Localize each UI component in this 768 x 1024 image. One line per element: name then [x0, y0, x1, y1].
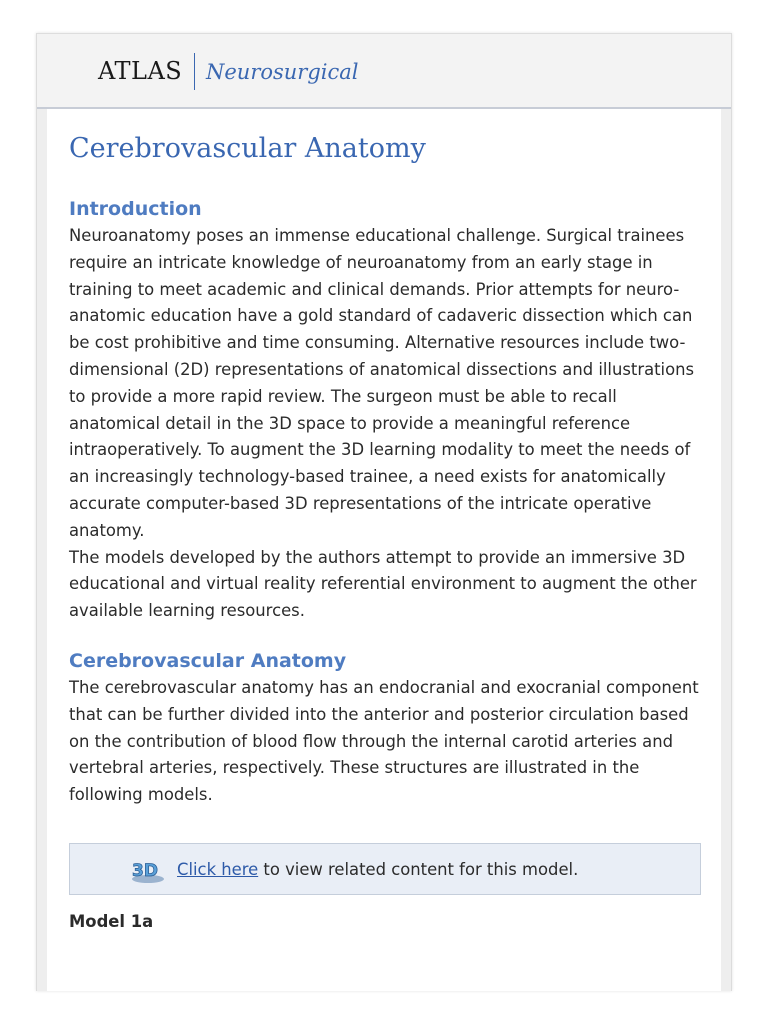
click-here-link[interactable]: Click here [177, 859, 259, 879]
section-heading-cerebrovascular: Cerebrovascular Anatomy [69, 649, 347, 672]
left-margin-rail [37, 109, 47, 991]
intro-paragraph-2: The models developed by the authors attempt to provide an immersive 3D educational and virtual reality referential environment to augment the other available learning resources. [69, 547, 697, 621]
logo-atlas[interactable]: ATLAS [98, 57, 183, 85]
logo-divider [194, 53, 195, 90]
intro-paragraph-1: Neuroanatomy poses an immense educational challenge. Surgical trainees require an intricate knowledge of neuroanatomy from an early stage in training to meet academic and clinical demands. Prior attempts for neuro-anatomic education have a gold standard of cadaveric dissection which can be cost prohibitive and time consuming. Alternative resources include two-dimensional (2D) representations of anatomical dissections and illustrations to provide a more rapid review. The surgeon must be able to recall anatomical detail in the 3D space to provide a meaningful reference intraoperatively. To augment the 3D learning modality to meet the needs of an increasingly technology-based trainee, a need exists for anatomically accurate computer-based 3D representations of the intricate operative anatomy. [69, 226, 695, 540]
page-frame [36, 33, 732, 991]
logo-neurosurgical[interactable]: Neurosurgical [206, 60, 359, 84]
related-content-callout [69, 843, 701, 895]
callout-description: to view related content for this model. [258, 859, 579, 879]
article-content [69, 129, 701, 935]
3d-model-icon[interactable] [130, 856, 166, 884]
page-title: Cerebrovascular Anatomy [69, 133, 426, 164]
site-header [37, 33, 731, 109]
section-heading-introduction: Introduction [69, 198, 202, 220]
svg-text:3D: 3D [132, 860, 158, 881]
cerebrovascular-paragraph: The cerebrovascular anatomy has an endocranial and exocranial component that can be further divided into the anterior and posterior circulation based on the contribution of blood flow through the internal carotid arteries and vertebral arteries, respectively. These structures are illustrated in the following models. [69, 677, 699, 805]
right-margin-rail [721, 109, 731, 991]
model-label: Model 1a [69, 911, 154, 931]
callout-text [177, 857, 578, 883]
